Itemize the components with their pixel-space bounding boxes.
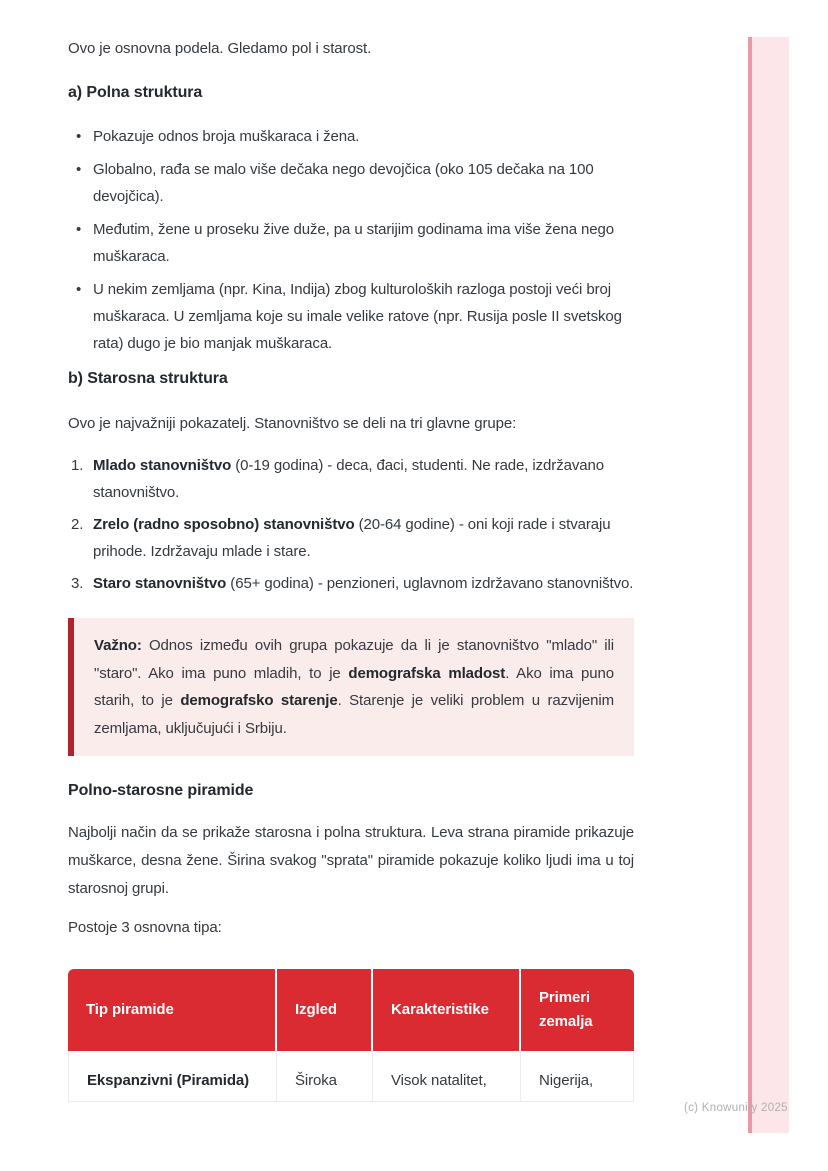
callout-text: . Ako ima puno starih, to je	[94, 664, 614, 709]
list-item-term: Staro stanovništvo	[93, 575, 227, 592]
table-cell-karakteristike: Visok natalitet,	[373, 1051, 521, 1102]
pyramid-types-table	[68, 969, 634, 1102]
table-header-row	[68, 969, 634, 1051]
callout-text: . Starenje je veliki problem u razvijenim zemljama, uključujući i Srbiju.	[94, 692, 615, 737]
list-item: • U nekim zemljama (npr. Kina, Indija) zbog kulturoloških razloga postoji veći broj muškaraca. U zemljama koje su imale velike ratove (npr. Rusija posle II svetskog rata) dugo je bio manjak muškaraca.	[68, 276, 634, 357]
table-cell-izgled: Široka	[277, 1051, 373, 1102]
table-row	[68, 1051, 634, 1102]
piramide-paragraph: Najbolji način da se prikaže starosna i polna struktura. Leva strana piramide prikazuje muškarce, desna žene. Širina svakog "sprata" piramide pokazuje koliko ljudi ima u toj starosnoj grupi.	[68, 824, 634, 897]
list-item-term: Mlado stanovništvo	[93, 457, 232, 474]
list-item-term: Zrelo (radno sposobno) stanovništvo	[93, 516, 355, 533]
callout-paragraph	[94, 632, 614, 742]
list-item: • Pokazuje odnos broja muškaraca i žena.	[68, 123, 634, 150]
polna-struktura-bullet-list	[68, 123, 634, 357]
list-item	[68, 570, 634, 597]
watermark: (c) Knowunity 2025	[684, 1102, 788, 1114]
table-header-izgled: Izgled	[277, 969, 373, 1051]
types-intro-paragraph: Postoje 3 osnovna tipa:	[68, 919, 222, 936]
important-callout	[68, 618, 634, 756]
heading-starosna-struktura: b) Starosna struktura	[68, 370, 228, 387]
callout-label: Važno:	[94, 637, 142, 654]
intro-paragraph: Ovo je osnovna podela. Gledamo pol i starost.	[68, 40, 372, 57]
list-item-text: (65+ godina) - penzioneri, uglavnom izdržavano stanovništvo.	[226, 575, 634, 592]
table-cell-tip: Ekspanzivni (Piramida)	[68, 1051, 277, 1102]
table-header-primeri-zemalja: Primeri zemalja	[521, 969, 634, 1051]
heading-polna-struktura: a) Polna struktura	[68, 84, 203, 101]
callout-bold-term: demografsko starenje	[180, 692, 338, 709]
table-header-tip-piramide: Tip piramide	[68, 969, 277, 1051]
heading-polno-starosne-piramide: Polno-starosne piramide	[68, 782, 254, 799]
list-item: • Međutim, žene u proseku žive duže, pa u starijim godinama ima više žena nego muškaraca.	[68, 216, 634, 270]
list-item	[68, 511, 634, 565]
list-item	[68, 452, 634, 506]
starosna-numbered-list	[68, 452, 634, 597]
list-item-text: (0-19 godina) - deca, đaci, studenti. Ne rade, izdržavano stanovništvo.	[93, 457, 604, 501]
table-cell-primeri: Nigerija,	[521, 1051, 634, 1102]
starosna-lead-paragraph: Ovo je najvažniji pokazatelj. Stanovništvo se deli na tri glavne grupe:	[68, 415, 517, 432]
highlight-stripe	[748, 37, 789, 1133]
table-header-karakteristike: Karakteristike	[373, 969, 521, 1051]
callout-bold-term: demografska mladost	[348, 664, 506, 682]
callout-text: Odnos između ovih grupa pokazuje da li je stanovništvo "mlado" ili "staro". Ako ima puno mladih, to je	[94, 637, 614, 682]
document-page-content	[68, 0, 634, 1102]
list-item: • Globalno, rađa se malo više dečaka nego devojčica (oko 105 dečaka na 100 devojčica).	[68, 156, 634, 210]
list-item-text: (20-64 godine) - oni koji rade i stvaraju prihode. Izdržavaju mlade i stare.	[93, 516, 611, 560]
